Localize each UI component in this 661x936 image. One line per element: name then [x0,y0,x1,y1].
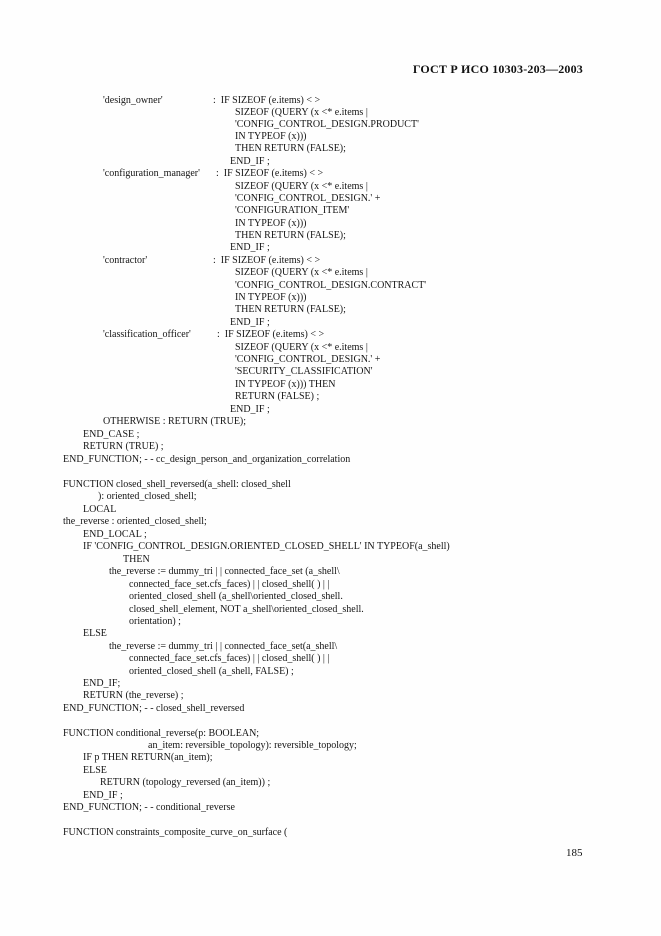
code-line: the_reverse : oriented_closed_shell; [63,516,207,527]
code-line: END_FUNCTION; - - cc_design_person_and_organization_correlation [63,454,351,465]
code-line: FUNCTION constraints_composite_curve_on_surface ( [63,827,288,838]
code-line: THEN RETURN (FALSE); [235,143,346,154]
code-line: : IF SIZEOF (e.items) < > [213,255,321,266]
code-line: IN TYPEOF (x))) [235,131,307,142]
code-line: closed_shell_element, NOT a_shell\oriented_closed_shell. [129,604,364,615]
code-line: FUNCTION conditional_reverse(p: BOOLEAN; [63,728,260,739]
code-line: an_item: reversible_topology): reversible_topology; [148,740,357,751]
code-line: IF 'CONFIG_CONTROL_DESIGN.ORIENTED_CLOSED_SHELL' IN TYPEOF(a_shell) [83,541,450,552]
code-line: 'SECURITY_CLASSIFICATION' [235,366,373,377]
code-line: 'CONFIG_CONTROL_DESIGN.PRODUCT' [235,119,419,130]
code-line: 'configuration_manager' [103,168,200,179]
code-line: 'CONFIG_CONTROL_DESIGN.' + [235,354,381,365]
code-line: orientation) ; [129,616,181,627]
code-line: SIZEOF (QUERY (x <* e.items | [235,181,368,192]
code-line: SIZEOF (QUERY (x <* e.items | [235,267,368,278]
code-line: END_LOCAL ; [83,529,147,540]
code-line: 'design_owner' [103,95,163,106]
code-line: END_IF ; [230,156,270,167]
code-line: 'contractor' [103,255,148,266]
code-line: RETURN (FALSE) ; [235,391,320,402]
code-line: SIZEOF (QUERY (x <* e.items | [235,107,368,118]
code-line: RETURN (topology_reversed (an_item)) ; [100,777,271,788]
code-line: END_FUNCTION; - - closed_shell_reversed [63,703,245,714]
code-line: END_IF ; [230,242,270,253]
code-line: 'CONFIGURATION_ITEM' [235,205,350,216]
code-line: : IF SIZEOF (e.items) < > [217,329,325,340]
code-line: IN TYPEOF (x))) [235,292,307,303]
code-line: 'CONFIG_CONTROL_DESIGN.' + [235,193,381,204]
code-line: IN TYPEOF (x))) [235,218,307,229]
code-line: connected_face_set.cfs_faces) | | closed_shell( ) | | [129,653,330,664]
code-line: IF p THEN RETURN(an_item); [83,752,213,763]
code-line: the_reverse := dummy_tri | | connected_face_set (a_shell\ [109,566,340,577]
code-line: oriented_closed_shell (a_shell, FALSE) ; [129,666,294,677]
code-line: THEN RETURN (FALSE); [235,304,346,315]
code-line: the_reverse := dummy_tri | | connected_face_set(a_shell\ [109,641,338,652]
code-line: END_CASE ; [83,429,140,440]
code-line: THEN [123,554,150,565]
page-number: 185 [566,847,583,859]
code-line: ELSE [83,765,107,776]
code-line: RETURN (the_reverse) ; [83,690,184,701]
code-line: END_IF ; [83,790,123,801]
code-line: : IF SIZEOF (e.items) < > [213,95,321,106]
code-line: 'classification_officer' [103,329,191,340]
code-line: ELSE [83,628,107,639]
code-line: connected_face_set.cfs_faces) | | closed_shell( ) | | [129,579,330,590]
code-line: SIZEOF (QUERY (x <* e.items | [235,342,368,353]
code-line: END_IF ; [230,317,270,328]
code-line: THEN RETURN (FALSE); [235,230,346,241]
code-line: : IF SIZEOF (e.items) < > [216,168,324,179]
code-line: FUNCTION closed_shell_reversed(a_shell: closed_shell [63,479,291,490]
code-line: 'CONFIG_CONTROL_DESIGN.CONTRACT' [235,280,427,291]
standard-header: ГОСТ Р ИСО 10303-203—2003 [412,62,583,76]
code-line: END_IF; [83,678,121,689]
code-line: END_IF ; [230,404,270,415]
code-line: IN TYPEOF (x))) THEN [235,379,336,390]
code-line: LOCAL [83,504,117,515]
code-line: OTHERWISE : RETURN (TRUE); [103,416,247,427]
code-line: END_FUNCTION; - - conditional_reverse [63,802,235,813]
code-line: ): oriented_closed_shell; [98,491,197,502]
code-line: oriented_closed_shell (a_shell\oriented_closed_shell. [129,591,343,602]
code-line: RETURN (TRUE) ; [83,441,164,452]
